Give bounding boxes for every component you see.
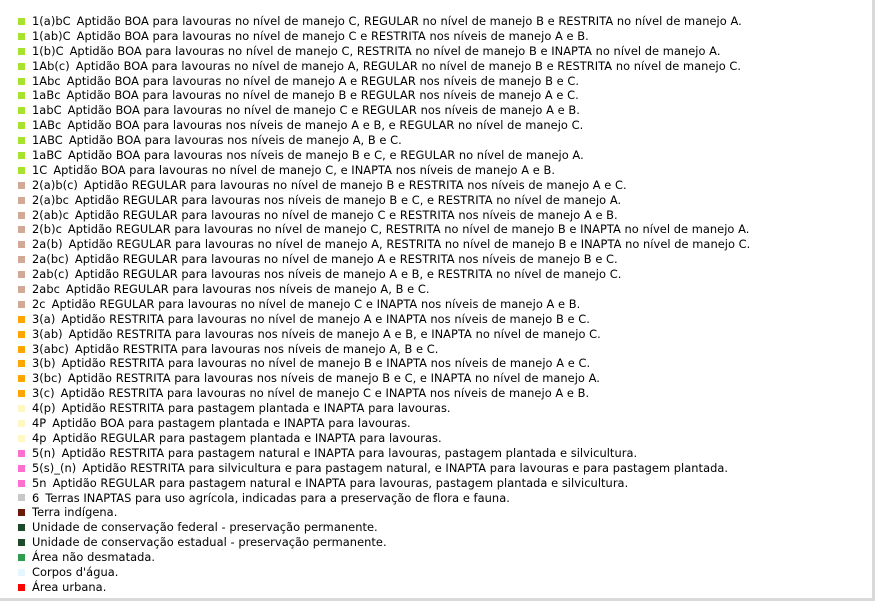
legend-swatch: [18, 182, 25, 189]
legend-swatch: [18, 18, 25, 25]
legend-item: [18, 356, 750, 371]
legend-item: [18, 267, 750, 282]
legend-description: Aptidão BOA para lavouras no nível de manejo B e REGULAR nos níveis de manejo A e C.: [66, 88, 579, 103]
legend-item: [18, 44, 750, 59]
legend-description: Aptidão REGULAR para pastagem plantada e INAPTA para lavouras.: [52, 430, 442, 445]
legend-code: 3(bc): [32, 371, 62, 386]
legend-item: [18, 133, 750, 148]
legend-list: [18, 14, 750, 595]
legend-item: [18, 505, 750, 520]
legend-code: 1ABC: [32, 133, 63, 148]
legend-description: Aptidão REGULAR para lavouras no nível de manejo C e RESTRITA nos níveis de manejo A e B.: [74, 207, 618, 222]
legend-code: 4P: [32, 416, 47, 431]
legend-description: Aptidão RESTRITA para lavouras nos níveis de manejo B e C, e INAPTA no nível de manejo A.: [67, 371, 600, 386]
legend-swatch: [18, 360, 25, 367]
legend-code: 3(ab): [32, 326, 63, 341]
legend-swatch: [18, 509, 25, 516]
legend-description: Aptidão BOA para lavouras nos níveis de manejo A e B, e REGULAR no nível de manejo C.: [67, 118, 584, 133]
legend-code: 2(b)c: [32, 222, 62, 237]
legend-swatch: [18, 48, 25, 55]
legend-item: [18, 476, 750, 491]
legend-item: [18, 282, 750, 297]
legend-description: Aptidão BOA para lavouras nos níveis de manejo A, B e C.: [68, 133, 402, 148]
legend-description: Área não desmatada.: [32, 550, 156, 565]
legend-description: Aptidão REGULAR para lavouras no nível de manejo A e RESTRITA nos níveis de manejo B e C.: [74, 252, 618, 267]
legend-item: [18, 535, 750, 550]
legend-swatch: [18, 152, 25, 159]
legend-swatch: [18, 197, 25, 204]
legend-description: Aptidão BOA para lavouras no nível de manejo C, RESTRITA no nível de manejo B e INAPTA no nível de manejo A.: [69, 43, 721, 58]
legend-swatch: [18, 256, 25, 263]
legend-item: [18, 327, 750, 342]
legend-code: 4p: [32, 430, 47, 445]
legend-item: [18, 163, 750, 178]
legend-description: Aptidão RESTRITA para lavouras no nível de manejo A e INAPTA nos níveis de manejo B e C.: [61, 311, 590, 326]
legend-description: Aptidão BOA para lavouras nos níveis de manejo B e C, e REGULAR no nível de manejo A.: [68, 148, 584, 163]
legend-item: [18, 401, 750, 416]
legend-description: Aptidão BOA para lavouras no nível de manejo C e RESTRITA nos níveis de manejo A e B.: [76, 28, 589, 43]
legend-description: Terras INAPTAS para uso agrícola, indicadas para a preservação de flora e fauna.: [45, 490, 510, 505]
legend-swatch: [18, 420, 25, 427]
legend-description: Unidade de conservação estadual - preservação permanente.: [32, 535, 387, 550]
legend-code: 5(s)_(n): [32, 460, 77, 475]
legend-description: Unidade de conservação federal - preservação permanente.: [32, 520, 378, 535]
legend-swatch: [18, 167, 25, 174]
legend-description: Corpos d'água.: [32, 564, 119, 579]
legend-code: 3(abc): [32, 341, 69, 356]
legend-item: [18, 416, 750, 431]
legend-code: 1ABc: [32, 118, 62, 133]
legend-item: [18, 491, 750, 506]
legend-code: 3(b): [32, 356, 56, 371]
legend-item: [18, 520, 750, 535]
legend-description: Área urbana.: [32, 579, 107, 594]
legend-description: Aptidão BOA para lavouras no nível de manejo A, REGULAR no nível de manejo B e RESTRITA no nível de manejo C.: [75, 58, 742, 73]
legend-code: 1aBc: [32, 88, 61, 103]
legend-item: [18, 565, 750, 580]
legend-item: [18, 59, 750, 74]
legend-description: Aptidão BOA para lavouras no nível de manejo C, e INAPTA nos níveis de manejo A e B.: [53, 162, 556, 177]
legend-item: [18, 237, 750, 252]
legend-description: Aptidão RESTRITA para lavouras no nível de manejo C e INAPTA nos níveis de manejo A e B.: [60, 386, 590, 401]
legend-swatch: [18, 271, 25, 278]
legend-code: 2(a)bc: [32, 192, 69, 207]
legend-item: [18, 148, 750, 163]
legend-item: [18, 103, 750, 118]
legend-description: Terra indígena.: [32, 505, 118, 520]
legend-item: [18, 386, 750, 401]
legend-code: 1abC: [32, 103, 62, 118]
legend-swatch: [18, 226, 25, 233]
legend-code: 5(n): [32, 445, 56, 460]
legend-description: Aptidão REGULAR para pastagem natural e INAPTA para lavouras, pastagem plantada e silvicultura.: [52, 475, 629, 490]
legend-code: 2c: [32, 296, 46, 311]
legend-swatch: [18, 92, 25, 99]
legend-swatch: [18, 524, 25, 531]
legend-swatch: [18, 494, 25, 501]
legend-swatch: [18, 554, 25, 561]
legend-description: Aptidão RESTRITA para silvicultura e para pastagem natural, e INAPTA para lavouras e para pastagem plantada.: [82, 460, 729, 475]
legend-swatch: [18, 78, 25, 85]
legend-item: [18, 461, 750, 476]
legend-swatch: [18, 465, 25, 472]
legend-swatch: [18, 346, 25, 353]
legend-code: 1aBC: [32, 148, 62, 163]
legend-item: [18, 193, 750, 208]
legend-swatch: [18, 331, 25, 338]
legend-item: [18, 312, 750, 327]
legend-swatch: [18, 63, 25, 70]
legend-item: [18, 118, 750, 133]
legend-swatch: [18, 435, 25, 442]
legend-code: 1C: [32, 162, 48, 177]
legend-description: Aptidão REGULAR para lavouras no nível de manejo A, RESTRITA no nível de manejo B e INAPTA no nível de manejo C.: [68, 237, 751, 252]
legend-code: 2a(b): [32, 237, 63, 252]
legend-swatch: [18, 33, 25, 40]
legend-swatch: [18, 390, 25, 397]
legend-code: 1(ab)C: [32, 28, 71, 43]
legend-swatch: [18, 405, 25, 412]
legend-description: Aptidão BOA para lavouras no nível de manejo C e REGULAR nos níveis de manejo A e B.: [67, 103, 580, 118]
legend-code: 2a(bc): [32, 252, 69, 267]
legend-swatch: [18, 107, 25, 114]
legend-description: Aptidão REGULAR para lavouras no nível de manejo B e RESTRITA nos níveis de manejo A e C.: [83, 177, 627, 192]
legend-item: [18, 446, 750, 461]
legend-item: [18, 371, 750, 386]
legend-description: Aptidão BOA para pastagem plantada e INAPTA para lavouras.: [52, 416, 411, 431]
legend-swatch: [18, 569, 25, 576]
legend-swatch: [18, 137, 25, 144]
legend-code: 3(c): [32, 386, 55, 401]
legend-item: [18, 208, 750, 223]
legend-description: Aptidão REGULAR para lavouras no nível de manejo C e INAPTA nos níveis de manejo A e B.: [51, 296, 581, 311]
legend-code: 2(a)b(c): [32, 177, 78, 192]
legend-code: 2(ab)c: [32, 207, 69, 222]
legend-code: 1Abc: [32, 73, 61, 88]
legend-swatch: [18, 301, 25, 308]
legend-item: [18, 431, 750, 446]
legend-code: 2abc: [32, 282, 60, 297]
legend-swatch: [18, 450, 25, 457]
legend-description: Aptidão REGULAR para lavouras no nível de manejo C, RESTRITA no nível de manejo B e INAPTA no nível de manejo A.: [67, 222, 750, 237]
legend-description: Aptidão REGULAR para lavouras nos níveis de manejo B e C, e RESTRITA no nível de manejo A.: [74, 192, 622, 207]
legend-code: 1(a)bC: [32, 14, 71, 28]
legend-code: 6: [32, 490, 40, 505]
legend-item: [18, 297, 750, 312]
legend-swatch: [18, 375, 25, 382]
legend-swatch: [18, 286, 25, 293]
legend-swatch: [18, 584, 25, 591]
legend-description: Aptidão RESTRITA para lavouras nos níveis de manejo A e B, e INAPTA no nível de manejo C.: [68, 326, 601, 341]
legend-item: [18, 580, 750, 595]
legend-item: [18, 550, 750, 565]
legend-code: 4(p): [32, 401, 56, 416]
legend-item: [18, 88, 750, 103]
legend-description: Aptidão RESTRITA para lavouras nos níveis de manejo A, B e C.: [74, 341, 439, 356]
legend-description: Aptidão REGULAR para lavouras nos níveis de manejo A e B, e RESTRITA no nível de manejo C.: [74, 267, 622, 282]
legend-description: Aptidão BOA para lavouras no nível de manejo C, REGULAR no nível de manejo B e RESTRITA no nível de manejo A.: [76, 14, 742, 28]
legend-item: [18, 14, 750, 29]
legend-description: Aptidão RESTRITA para pastagem natural e INAPTA para lavouras, pastagem plantada e silvicultura.: [61, 445, 638, 460]
legend-item: [18, 222, 750, 237]
legend-code: 5n: [32, 475, 47, 490]
legend-swatch: [18, 539, 25, 546]
legend-code: 1Ab(c): [32, 58, 70, 73]
legend-code: 2ab(c): [32, 267, 69, 282]
legend-item: [18, 178, 750, 193]
legend-item: [18, 29, 750, 44]
legend-swatch: [18, 480, 25, 487]
legend-description: Aptidão RESTRITA para lavouras no nível de manejo B e INAPTA nos níveis de manejo A e C.: [61, 356, 591, 371]
legend-code: 1(b)C: [32, 43, 64, 58]
legend-swatch: [18, 316, 25, 323]
legend-description: Aptidão REGULAR para lavouras nos níveis de manejo A, B e C.: [65, 282, 430, 297]
legend-description: Aptidão RESTRITA para pastagem plantada e INAPTA para lavouras.: [61, 401, 451, 416]
legend-description: Aptidão BOA para lavouras no nível de manejo A e REGULAR nos níveis de manejo B e C.: [66, 73, 580, 88]
legend-swatch: [18, 241, 25, 248]
legend-item: [18, 74, 750, 89]
legend-code: 3(a): [32, 311, 56, 326]
legend-swatch: [18, 122, 25, 129]
legend-item: [18, 342, 750, 357]
legend-item: [18, 252, 750, 267]
legend-swatch: [18, 212, 25, 219]
